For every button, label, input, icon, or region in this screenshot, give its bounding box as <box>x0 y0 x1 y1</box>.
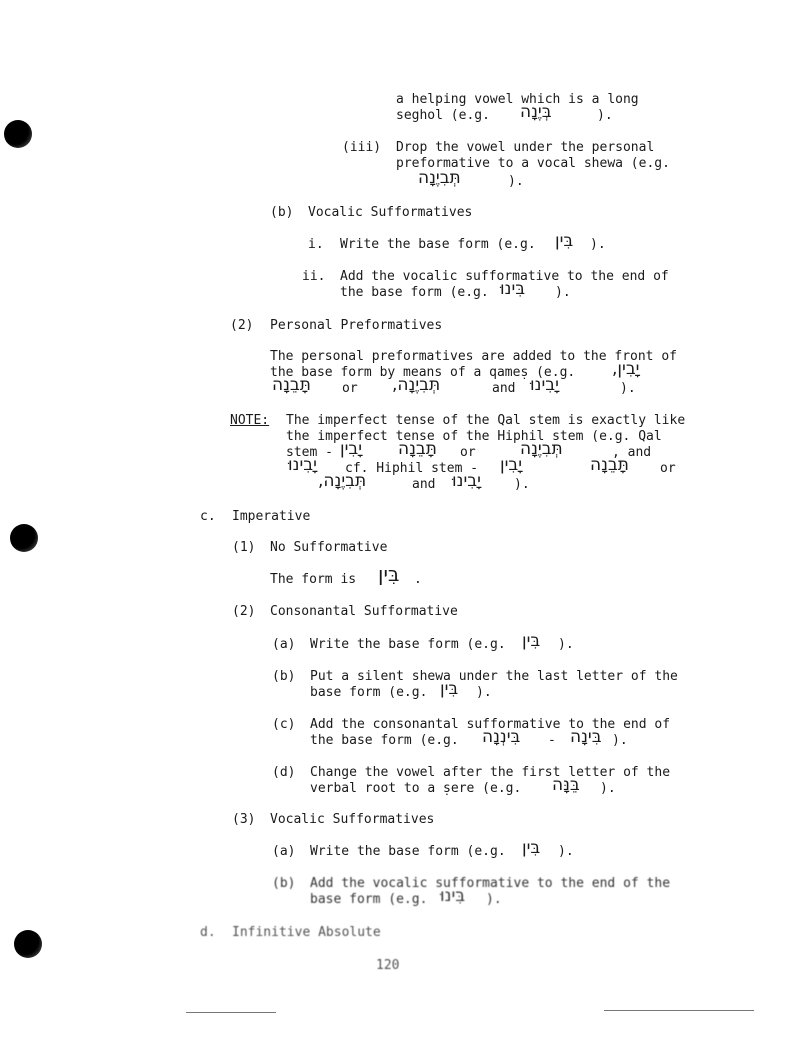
hebrew-word: יָבִינוּ <box>530 375 559 395</box>
list-label: d. <box>200 925 216 940</box>
hebrew-word: בִּין <box>522 838 541 858</box>
list-label: (a) <box>272 637 296 652</box>
section-heading: Vocalic Sufformatives <box>308 205 473 220</box>
list-label: (c) <box>272 717 296 732</box>
hebrew-word: תָּבֵנָה <box>590 455 629 475</box>
list-label: ii. <box>302 269 326 284</box>
punch-hole <box>10 524 38 552</box>
list-label: (b) <box>270 205 294 220</box>
list-label: (1) <box>232 540 256 555</box>
text-line: Add the vocalic sufformative to the end of the <box>310 876 671 891</box>
section-heading: Vocalic Sufformatives <box>270 812 435 827</box>
text-line: Add the vocalic sufformative to the end of <box>340 269 669 284</box>
text-line: or <box>660 461 676 476</box>
text-line: seghol (e.g. <box>396 108 490 123</box>
hebrew-word: בִּין <box>378 562 400 586</box>
hebrew-word: בֵּנָּה <box>552 775 580 795</box>
text-line: ). <box>476 685 492 700</box>
hebrew-word: תְּבִיֶנָה, <box>318 471 367 491</box>
text-line: Change the vowel after the first letter of the <box>310 765 671 780</box>
text-line: ). <box>597 108 613 123</box>
list-label: c. <box>200 509 216 524</box>
text-line: . <box>414 572 422 587</box>
text-line: ). <box>558 637 574 652</box>
list-label: (a) <box>272 844 296 859</box>
list-label: (2) <box>232 604 256 619</box>
hebrew-word: יָבִין <box>340 439 363 459</box>
text-line: ). <box>558 844 574 859</box>
text-line: Write the base form (e.g. <box>340 237 536 252</box>
text-line: cf. Hiphil stem - <box>345 461 479 476</box>
text-line: ). <box>508 174 524 189</box>
text-line: The imperfect tense of the Qal stem is exactly like <box>286 413 686 428</box>
hebrew-word: תָּבֵנָה <box>272 375 311 395</box>
text-line: ). <box>514 477 530 492</box>
text-line: Put a silent shewa under the last letter of the <box>310 669 678 684</box>
punch-hole <box>14 930 42 958</box>
hebrew-word: בִּינְנָה <box>482 727 521 747</box>
hebrew-word: תְּבִיֶנָה <box>520 439 563 459</box>
section-heading: Personal Preformatives <box>270 318 443 333</box>
scan-artifact <box>604 1010 754 1011</box>
hebrew-word: יָבִין <box>500 455 523 475</box>
list-label: (b) <box>272 876 296 891</box>
text-line: stem - <box>286 445 333 460</box>
text-line: verbal root to a ṣere (e.g. <box>310 781 522 796</box>
hebrew-word: יָבִינוּ <box>288 455 317 475</box>
section-heading: Infinitive Absolute <box>232 925 381 940</box>
hebrew-word: בִּינוּ <box>440 886 466 906</box>
list-label: (2) <box>230 318 254 333</box>
note-label: NOTE: <box>230 413 270 428</box>
hebrew-word: בִּינָה <box>570 727 602 747</box>
text-line: base form (e.g. <box>310 685 428 700</box>
text-line: ). <box>620 381 636 396</box>
page-number: 120 <box>376 958 400 973</box>
hebrew-word: יָבִינוּ <box>452 471 481 491</box>
list-label: (3) <box>232 812 256 827</box>
list-label: (b) <box>272 669 296 684</box>
hebrew-word: בִּין <box>555 231 574 251</box>
hebrew-word: בִּין <box>522 631 541 651</box>
text-line: base form (e.g. <box>310 892 428 907</box>
hebrew-word: בְּיֶנָה <box>520 102 552 122</box>
text-line: The form is <box>270 572 357 587</box>
text-line: Write the base form (e.g. <box>310 844 506 859</box>
section-heading: Imperative <box>232 509 311 524</box>
text-line: - <box>548 733 556 748</box>
text-line: preformative to a vocal shewa (e.g. <box>396 156 670 171</box>
list-label: (iii) <box>342 140 382 155</box>
text-line: Write the base form (e.g. <box>310 637 506 652</box>
hebrew-word: תְּבִיֶנָה, <box>392 375 441 395</box>
hebrew-word: תָּבֵנָה <box>398 439 437 459</box>
hebrew-word: תְּבִיֶנָה <box>418 168 461 188</box>
text-line: or <box>460 445 476 460</box>
text-line: , and <box>612 445 652 460</box>
text-line: and <box>492 381 516 396</box>
scan-artifact <box>186 1012 276 1013</box>
section-heading: No Sufformative <box>270 540 388 555</box>
text-line: Drop the vowel under the personal <box>396 140 655 155</box>
hebrew-word: בִּין <box>440 679 459 699</box>
text-line: or <box>342 381 358 396</box>
text-line: the base form (e.g. <box>340 285 489 300</box>
text-line: ). <box>555 285 571 300</box>
section-heading: Consonantal Sufformative <box>270 604 458 619</box>
text-line: ). <box>612 733 628 748</box>
text-line: The personal preformatives are added to the front of <box>270 349 677 364</box>
text-line: ). <box>590 237 606 252</box>
list-label: (d) <box>272 765 296 780</box>
hebrew-word: בִּינוּ <box>500 279 526 299</box>
text-line: the base form by means of a qameṣ (e.g. <box>270 365 576 380</box>
hebrew-word: יָבִין, <box>612 359 640 379</box>
text-line: the imperfect tense of the Hiphil stem (e.g. Qal <box>286 429 662 444</box>
punch-hole <box>4 120 32 148</box>
text-line: Add the consonantal sufformative to the end of <box>310 717 671 732</box>
text-line: the base form (e.g. <box>310 733 459 748</box>
list-label: i. <box>308 237 324 252</box>
text-line: and <box>412 477 436 492</box>
text-line: ). <box>600 781 616 796</box>
text-line: a helping vowel which is a long <box>396 92 639 107</box>
text-line: ). <box>486 892 502 907</box>
